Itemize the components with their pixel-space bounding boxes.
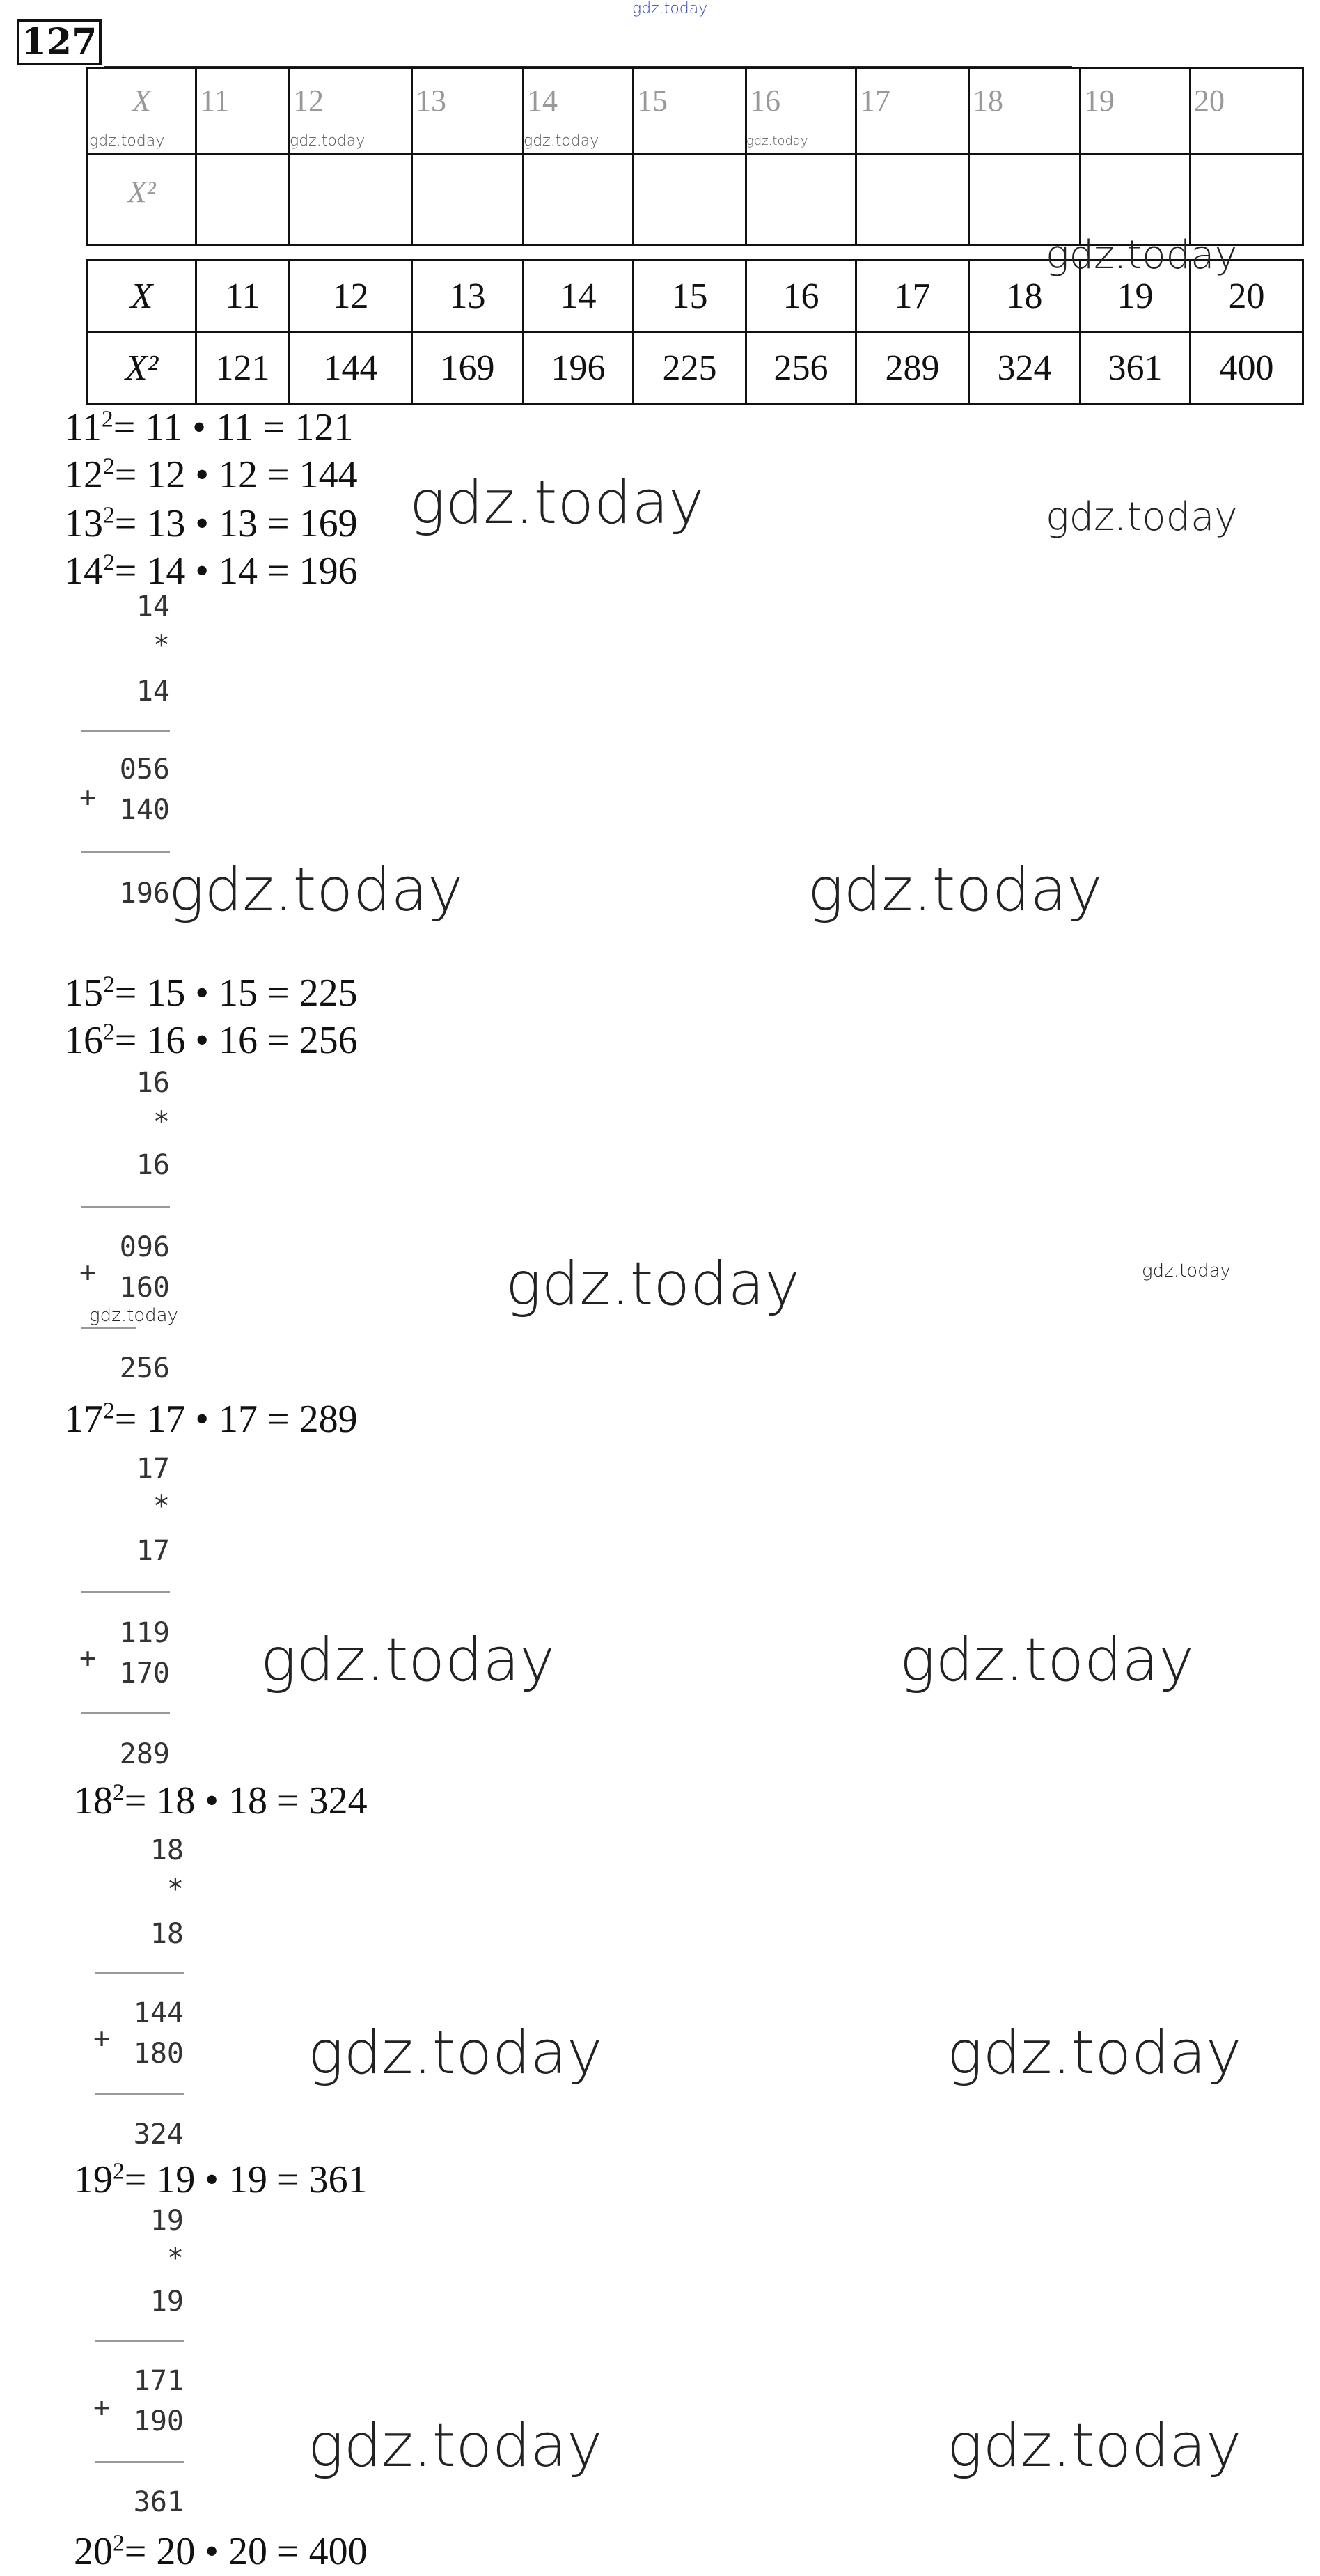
blank-x-cell: 19 bbox=[1081, 68, 1191, 154]
x2-cell: 256 bbox=[746, 332, 856, 404]
calc-partial-2: 190 bbox=[133, 2405, 184, 2437]
squares-table bbox=[86, 259, 1304, 405]
eq-base: 14 bbox=[64, 549, 103, 593]
equation-20 bbox=[74, 2528, 368, 2575]
eq-exp: 2 bbox=[103, 971, 115, 998]
calc-rule bbox=[95, 2093, 184, 2095]
eq-base: 20 bbox=[74, 2530, 113, 2573]
calc-rule bbox=[81, 1712, 170, 1714]
calc-multiplicand: 16 bbox=[136, 1067, 170, 1099]
watermark: gdz.today bbox=[1046, 233, 1238, 278]
x-cell: 14 bbox=[524, 260, 634, 332]
eq-exp: 2 bbox=[101, 406, 113, 432]
eq-base: 17 bbox=[64, 1398, 103, 1441]
eq-rhs: = 18 • 18 = 324 bbox=[124, 1779, 368, 1822]
calc-partial-1: 056 bbox=[119, 754, 170, 786]
x-cell: 12 bbox=[290, 260, 412, 332]
blank-x2-cell bbox=[746, 154, 856, 245]
calc-partial-1: 119 bbox=[119, 1617, 170, 1649]
watermark: gdz.today bbox=[89, 1305, 178, 1326]
x2-cell: 324 bbox=[969, 332, 1081, 404]
eq-rhs: = 13 • 13 = 169 bbox=[114, 502, 358, 545]
x-cell: 13 bbox=[412, 260, 524, 332]
x2-cell: 289 bbox=[856, 332, 969, 404]
eq-exp: 2 bbox=[103, 1398, 115, 1424]
eq-base: 16 bbox=[64, 1019, 103, 1062]
calc-rule bbox=[81, 851, 170, 853]
watermark: gdz.today bbox=[1046, 494, 1238, 540]
watermark: gdz.today bbox=[290, 132, 366, 150]
calc-result: 361 bbox=[133, 2486, 184, 2518]
calc-multiplicand: 18 bbox=[150, 1834, 184, 1866]
x-cell: 18 bbox=[969, 260, 1081, 332]
calc-18 bbox=[91, 1834, 184, 2155]
eq-rhs: = 16 • 16 = 256 bbox=[114, 1019, 358, 1062]
calc-multiplier: 14 bbox=[136, 676, 170, 708]
x2-cell: 196 bbox=[524, 332, 634, 404]
x-label: X bbox=[88, 260, 196, 332]
x-cell: 11 bbox=[196, 260, 290, 332]
eq-exp: 2 bbox=[113, 1779, 125, 1806]
blank-x-row bbox=[88, 68, 1303, 154]
equation-13 bbox=[64, 500, 358, 547]
blank-x2-cell bbox=[412, 154, 524, 245]
eq-rhs: = 14 • 14 = 196 bbox=[114, 549, 358, 593]
calc-operator: * bbox=[166, 1873, 184, 1905]
blank-x2-row bbox=[88, 154, 1303, 245]
x-cell: 19 bbox=[1081, 260, 1191, 332]
watermark: gdz.today bbox=[409, 468, 705, 538]
calc-partial-1: 144 bbox=[133, 1997, 184, 2029]
eq-rhs: = 12 • 12 = 144 bbox=[114, 453, 358, 497]
calc-partial-2: 170 bbox=[119, 1657, 170, 1689]
eq-base: 12 bbox=[64, 453, 103, 497]
eq-rhs: = 20 • 20 = 400 bbox=[124, 2530, 368, 2573]
x2-cell: 121 bbox=[196, 332, 290, 404]
blank-x2-label: X² bbox=[88, 154, 196, 245]
watermark: gdz.today bbox=[168, 855, 464, 925]
watermark: gdz.today bbox=[308, 2411, 603, 2481]
blank-x2-cell bbox=[196, 154, 290, 245]
equation-15 bbox=[64, 969, 358, 1017]
watermark: gdz.today bbox=[524, 132, 599, 150]
calc-multiplier: 18 bbox=[150, 1918, 184, 1950]
calc-operator: * bbox=[166, 2242, 184, 2274]
calc-19 bbox=[91, 2205, 184, 2525]
calc-plus: + bbox=[79, 1256, 97, 1288]
blank-x-cell: 18 bbox=[969, 68, 1081, 154]
eq-rhs: = 11 • 11 = 121 bbox=[113, 406, 354, 449]
blank-x-cell: 15 bbox=[634, 68, 746, 154]
blank-x2-cell bbox=[1081, 154, 1191, 245]
watermark: gdz.today bbox=[808, 855, 1103, 925]
eq-base: 15 bbox=[64, 971, 103, 1015]
calc-plus: + bbox=[79, 781, 97, 813]
x-cell: 16 bbox=[746, 260, 856, 332]
calc-result: 196 bbox=[119, 877, 170, 910]
calc-rule bbox=[81, 1206, 170, 1208]
calc-partial-1: 096 bbox=[119, 1231, 170, 1263]
calc-rule bbox=[81, 1591, 170, 1593]
calc-multiplier: 17 bbox=[136, 1535, 170, 1567]
eq-exp: 2 bbox=[103, 1019, 115, 1045]
blank-x-label: X bbox=[88, 68, 196, 154]
equation-14 bbox=[64, 547, 358, 595]
eq-base: 11 bbox=[64, 406, 102, 449]
x-cell: 20 bbox=[1191, 260, 1303, 332]
calc-result: 289 bbox=[119, 1738, 170, 1770]
watermark: gdz.today bbox=[260, 1625, 556, 1695]
calc-partial-2: 160 bbox=[119, 1272, 170, 1304]
blank-x-cell: 12 bbox=[290, 68, 412, 154]
calc-rule bbox=[95, 2340, 184, 2342]
blank-squares-table bbox=[86, 67, 1304, 246]
calc-14 bbox=[77, 591, 170, 911]
eq-rhs: = 17 • 17 = 289 bbox=[114, 1398, 358, 1441]
eq-base: 18 bbox=[74, 1779, 113, 1822]
watermark: gdz.today bbox=[899, 1625, 1195, 1695]
calc-operator: * bbox=[152, 1490, 170, 1522]
watermark: gdz.today bbox=[1142, 1260, 1231, 1281]
blank-x2-cell bbox=[524, 154, 634, 245]
x2-cell: 361 bbox=[1081, 332, 1191, 404]
blank-x2-cell bbox=[634, 154, 746, 245]
x-cell: 15 bbox=[634, 260, 746, 332]
calc-17 bbox=[77, 1453, 170, 1773]
blank-x-cell: 16 bbox=[746, 68, 856, 154]
calc-multiplicand: 17 bbox=[136, 1453, 170, 1485]
x2-cell: 144 bbox=[290, 332, 412, 404]
watermark: gdz.today bbox=[89, 132, 165, 150]
calc-multiplicand: 19 bbox=[150, 2205, 184, 2237]
calc-rule bbox=[81, 730, 170, 732]
calc-plus: + bbox=[93, 2022, 111, 2054]
calc-partial-1: 171 bbox=[133, 2365, 184, 2397]
eq-exp: 2 bbox=[103, 502, 115, 529]
x2-cell: 225 bbox=[634, 332, 746, 404]
calc-multiplier: 16 bbox=[136, 1149, 170, 1181]
calc-rule bbox=[95, 1972, 184, 1974]
x2-cell: 400 bbox=[1191, 332, 1303, 404]
calc-result: 324 bbox=[133, 2118, 184, 2150]
equation-17 bbox=[64, 1396, 358, 1443]
equation-18 bbox=[74, 1777, 368, 1825]
x2-label: X² bbox=[88, 332, 196, 404]
blank-x-cell: 17 bbox=[856, 68, 969, 154]
blank-x-cell: 20 bbox=[1191, 68, 1303, 154]
watermark: gdz.today bbox=[947, 2411, 1242, 2481]
calc-rule bbox=[81, 1327, 136, 1329]
blank-x-cell: 11 bbox=[196, 68, 290, 154]
calc-multiplier: 19 bbox=[150, 2286, 184, 2318]
eq-exp: 2 bbox=[113, 2158, 125, 2185]
equation-12 bbox=[64, 451, 358, 499]
equation-11 bbox=[64, 404, 353, 451]
calc-multiplicand: 14 bbox=[136, 591, 170, 623]
calc-operator: * bbox=[152, 630, 170, 662]
blank-x2-cell bbox=[856, 154, 969, 245]
equation-19 bbox=[74, 2156, 368, 2203]
eq-exp: 2 bbox=[103, 549, 115, 576]
equation-16 bbox=[64, 1017, 358, 1064]
watermark: gdz.today bbox=[746, 134, 808, 148]
calc-16 bbox=[77, 1067, 170, 1387]
calc-plus: + bbox=[93, 2391, 111, 2423]
eq-base: 13 bbox=[64, 502, 103, 545]
calc-rule bbox=[95, 2461, 184, 2463]
calc-plus: + bbox=[79, 1642, 97, 1674]
calc-partial-2: 140 bbox=[119, 794, 170, 826]
blank-x2-cell bbox=[969, 154, 1081, 245]
watermark: gdz.today bbox=[308, 2018, 603, 2088]
top-watermark: gdz.today bbox=[632, 0, 708, 17]
eq-base: 19 bbox=[74, 2158, 113, 2201]
x2-cell: 169 bbox=[412, 332, 524, 404]
blank-x-cell: 13 bbox=[412, 68, 524, 154]
calc-partial-2: 180 bbox=[133, 2038, 184, 2070]
calc-result: 256 bbox=[119, 1352, 170, 1384]
eq-rhs: = 19 • 19 = 361 bbox=[124, 2158, 368, 2201]
eq-rhs: = 15 • 15 = 225 bbox=[114, 971, 358, 1015]
watermark: gdz.today bbox=[947, 2018, 1242, 2088]
x-cell: 17 bbox=[856, 260, 969, 332]
blank-x2-cell bbox=[290, 154, 412, 245]
eq-exp: 2 bbox=[103, 453, 115, 480]
watermark: gdz.today bbox=[505, 1249, 801, 1319]
calc-operator: * bbox=[152, 1106, 170, 1138]
eq-exp: 2 bbox=[113, 2530, 125, 2557]
blank-x-cell: 14 bbox=[524, 68, 634, 154]
blank-x2-cell bbox=[1191, 154, 1303, 245]
x2-row bbox=[88, 332, 1303, 404]
problem-number: 127 bbox=[17, 19, 102, 65]
